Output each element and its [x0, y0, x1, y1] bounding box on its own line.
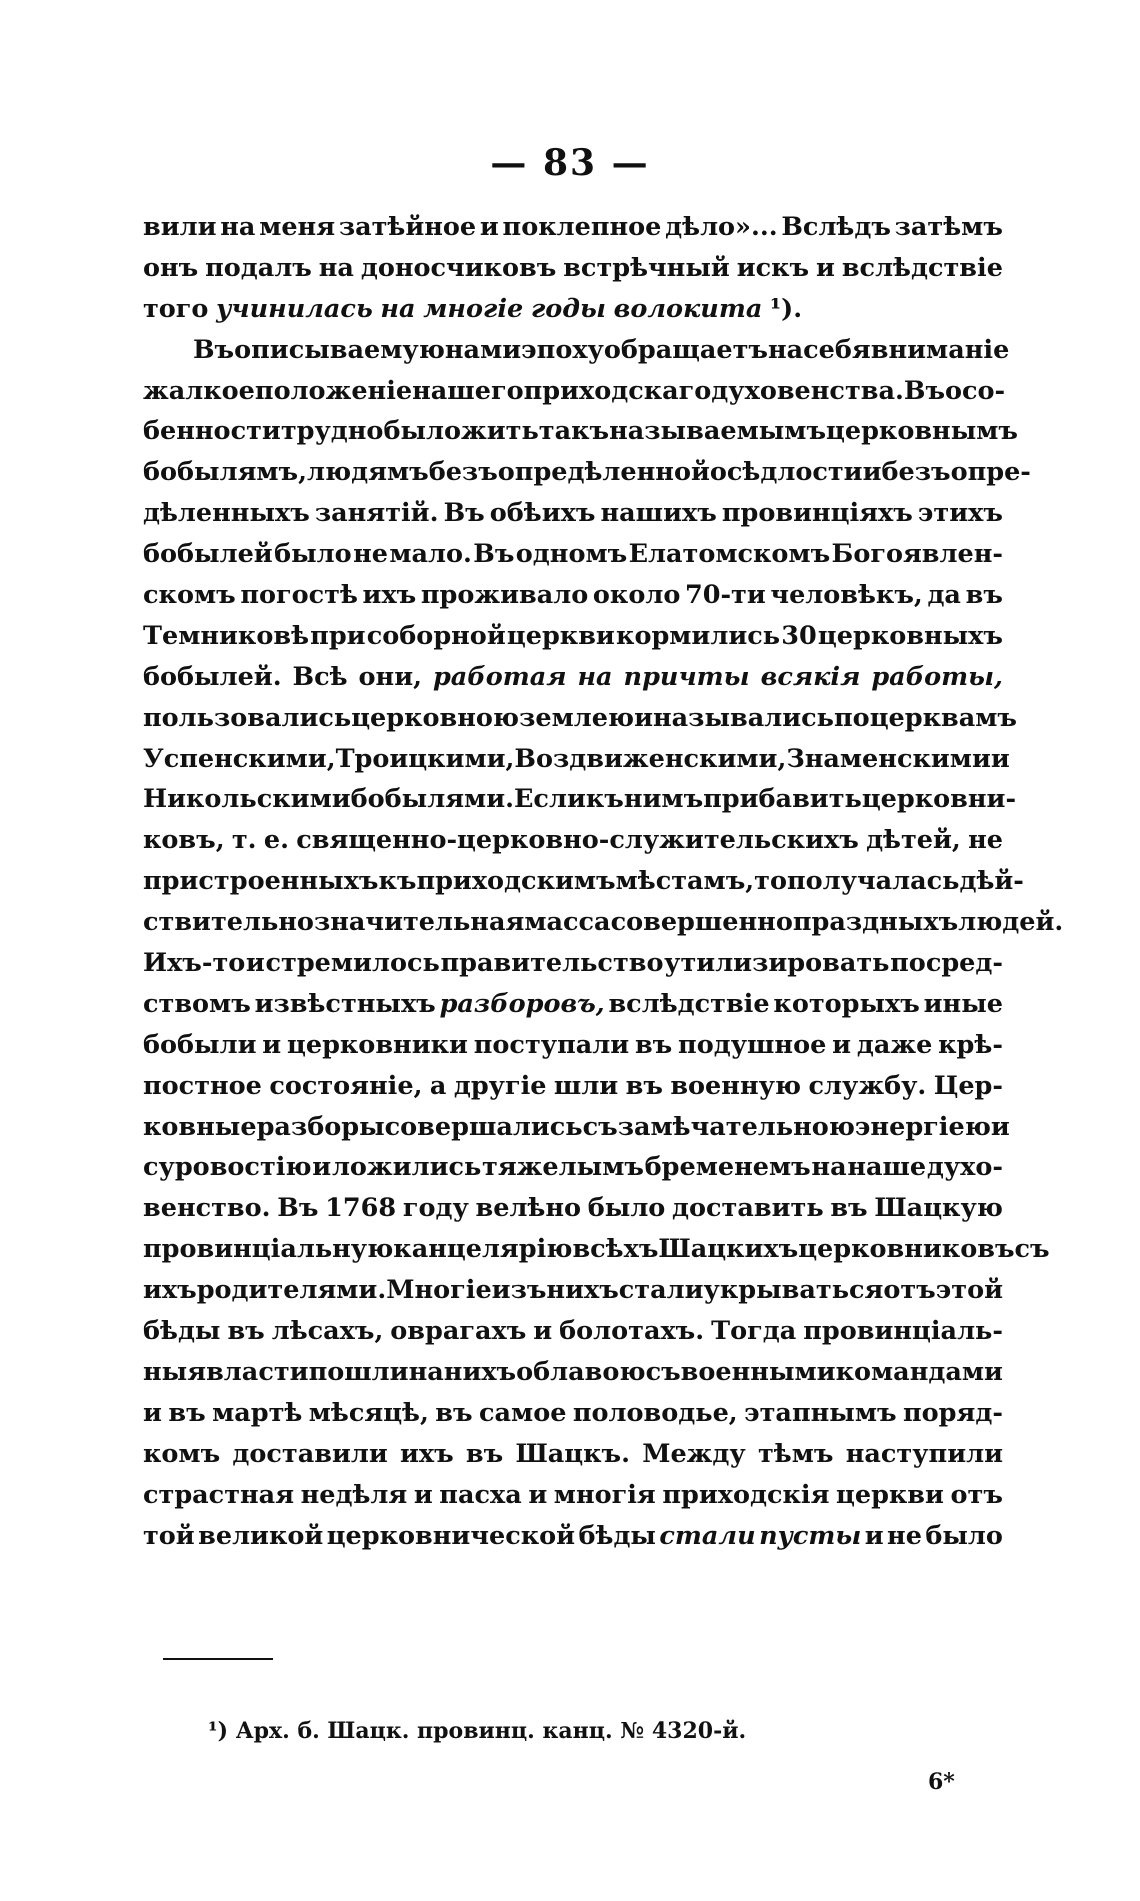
italic-word: всякія — [760, 661, 861, 692]
word: нихъ — [546, 1275, 619, 1306]
italic-word: работая — [432, 661, 567, 692]
word: нами — [444, 334, 522, 365]
word: Всѣ — [292, 661, 348, 692]
text-line — [143, 1434, 1003, 1475]
word: совершенно — [610, 907, 793, 938]
text-line — [143, 943, 1003, 984]
word: эпоху — [521, 334, 604, 365]
word: бобылей. — [143, 661, 282, 692]
word: въ — [465, 1438, 504, 1469]
word: при — [310, 620, 366, 651]
word: которыхъ — [773, 988, 920, 1019]
word: обѣихъ — [489, 498, 596, 529]
word: дѣленныхъ — [143, 498, 310, 529]
word: венство. — [143, 1193, 271, 1224]
word: въ — [227, 1316, 265, 1347]
word: Успенскими, — [143, 743, 336, 774]
word: Въ — [277, 1193, 319, 1224]
word: обращаетъ — [603, 334, 768, 365]
word: въ — [965, 580, 1003, 611]
word: стали — [618, 1275, 704, 1306]
word: священно-церковно-служительскихъ — [296, 825, 859, 856]
word: провинціаль- — [803, 1316, 1003, 1347]
word: церковники — [287, 1029, 468, 1060]
text-line — [143, 902, 1064, 943]
word: году — [402, 1193, 469, 1224]
word: Темниковѣ — [143, 620, 309, 651]
word: разборы — [256, 1111, 385, 1142]
word: и — [816, 252, 835, 283]
word: безъ — [881, 457, 951, 488]
word: и — [862, 457, 882, 488]
word: Между — [642, 1438, 746, 1469]
word: дѣтей, — [866, 825, 961, 856]
text-line — [143, 330, 1010, 371]
word: подалъ — [205, 252, 312, 283]
word: военными — [680, 1356, 836, 1387]
word: Въ — [193, 334, 235, 365]
word: въ — [168, 1397, 206, 1428]
word: половодье, — [572, 1397, 738, 1428]
text-line — [143, 1188, 1003, 1229]
word: власти — [206, 1356, 309, 1387]
word: было — [587, 1193, 666, 1224]
word: поклепное — [502, 212, 662, 242]
word: проживало — [420, 580, 589, 611]
word: праздныхъ — [792, 907, 959, 938]
word: съ — [645, 1356, 681, 1387]
word: иные — [923, 988, 1003, 1019]
word: называемымъ — [609, 416, 827, 447]
word: на — [318, 252, 354, 283]
word: на — [811, 1152, 847, 1183]
word: тѣмъ — [758, 1438, 834, 1469]
text-line — [143, 1311, 1003, 1352]
word: церкви — [836, 1479, 944, 1510]
italic-word: причты — [623, 661, 750, 692]
word: онъ — [143, 252, 199, 283]
word: многія — [553, 1479, 656, 1510]
word: даже — [856, 1029, 933, 1060]
word: церковнымъ — [826, 416, 1018, 447]
word: ствомъ — [143, 988, 251, 1019]
word: Въ — [443, 498, 485, 529]
footnote-separator — [163, 1658, 273, 1660]
word: было — [925, 1520, 1003, 1551]
text-line — [143, 698, 1017, 739]
word: Знаменскими — [786, 743, 991, 774]
italic-word: на — [577, 661, 613, 692]
word: мѣсяцѣ, — [308, 1397, 429, 1428]
text-line — [143, 657, 1003, 698]
text-line — [143, 207, 1003, 248]
word: скомъ — [143, 580, 236, 611]
word: Шацкъ. — [515, 1438, 630, 1469]
word: нихъ — [443, 1356, 517, 1387]
word: трудно — [280, 416, 384, 447]
text-line — [143, 1393, 1003, 1434]
word: извѣстныхъ — [254, 988, 436, 1019]
word: и — [990, 1111, 1010, 1142]
word: страстная — [143, 1479, 295, 1510]
word: пользовались — [143, 702, 352, 733]
word: этихъ — [917, 498, 1003, 529]
word: отъ — [950, 1479, 1003, 1510]
word: церковною — [351, 702, 520, 733]
text-line — [143, 534, 1003, 575]
word: мартѣ — [212, 1397, 303, 1428]
word: и — [479, 212, 499, 242]
page-number: — 83 — — [490, 142, 650, 184]
word: всѣхъ — [572, 1234, 659, 1265]
word: то — [754, 866, 787, 897]
word: масса — [524, 907, 611, 938]
italic-word: разборовъ, — [439, 988, 605, 1019]
word: значительная — [313, 907, 525, 938]
word: пристроенныхъ — [143, 866, 379, 897]
word: меня — [259, 212, 336, 242]
word: вслѣдствіе — [841, 252, 1003, 283]
word: затѣйное — [338, 212, 477, 242]
word: Троицкими, — [335, 743, 515, 774]
word: и — [245, 948, 265, 979]
word: около — [592, 580, 681, 611]
word: осо- — [945, 375, 1006, 406]
word: суровостію — [143, 1152, 312, 1183]
word: командами — [835, 1356, 1003, 1387]
word: жить — [461, 416, 539, 447]
word: церкви — [506, 620, 615, 651]
word: по — [834, 702, 870, 733]
word: затѣмъ — [894, 212, 1003, 242]
text-line — [143, 1025, 1003, 1066]
text-line — [143, 371, 1006, 412]
word: землею — [519, 702, 635, 733]
word: шли — [553, 1070, 619, 1101]
word: на — [220, 212, 256, 242]
word: мѣстамъ, — [615, 866, 755, 897]
word: положеніе — [254, 375, 413, 406]
word: поряд- — [903, 1397, 1003, 1428]
word: недѣля — [300, 1479, 408, 1510]
word: и — [990, 743, 1010, 774]
word: отъ — [883, 1275, 936, 1306]
italic-word: пусты — [759, 1520, 862, 1551]
word: канцелярію — [393, 1234, 573, 1265]
word: да — [927, 580, 961, 611]
word: Многіе — [386, 1275, 492, 1306]
word: ихъ — [362, 580, 417, 611]
text-line — [143, 1475, 1003, 1516]
word: они, — [358, 661, 422, 692]
word: не — [887, 1520, 922, 1551]
word: этапнымъ — [744, 1397, 897, 1428]
text-line — [143, 739, 1010, 780]
word: и — [634, 702, 653, 733]
word: бобылямъ, — [143, 457, 307, 488]
word: самое — [479, 1397, 567, 1428]
word: подушное — [678, 1029, 827, 1060]
word: съ — [582, 1111, 618, 1142]
italic-word: учинилась — [216, 293, 373, 324]
word: людей. — [958, 907, 1064, 938]
word: бѣды — [143, 1316, 221, 1347]
word: лѣсахъ, — [271, 1316, 384, 1347]
word: встрѣчный — [563, 252, 730, 283]
word: ложились — [331, 1152, 482, 1183]
text-line — [143, 984, 1003, 1025]
word: въ — [625, 1070, 663, 1101]
word: Никольскими — [143, 784, 351, 815]
word: дѣй- — [959, 866, 1024, 897]
word: людямъ — [307, 457, 429, 488]
word: провинціяхъ — [721, 498, 913, 529]
word: себя — [803, 334, 871, 365]
word: не — [353, 539, 388, 570]
word: тяжелымъ — [482, 1152, 644, 1183]
word: пасха — [439, 1479, 522, 1510]
word: духо- — [926, 1152, 1003, 1183]
word: доставили — [232, 1438, 388, 1469]
text-line — [143, 452, 1031, 493]
italic-word: многіе — [423, 293, 524, 324]
text-line — [143, 1516, 1003, 1557]
word: 70-ти — [684, 580, 766, 611]
text-line — [143, 1229, 1050, 1270]
text-line — [143, 1107, 1010, 1148]
word: въ — [634, 1029, 673, 1060]
word: Тогда — [711, 1316, 797, 1347]
word: бобылей — [143, 539, 273, 570]
word: т. — [231, 825, 257, 856]
word: на — [408, 1356, 444, 1387]
italic-word: на — [380, 293, 416, 324]
word: въ — [435, 1397, 473, 1428]
word: доставить — [672, 1193, 824, 1224]
word: на — [767, 334, 804, 365]
word: изъ — [491, 1275, 547, 1306]
word: и — [413, 1479, 433, 1510]
word: и — [262, 1029, 282, 1060]
italic-word: стали — [659, 1520, 756, 1551]
word: было — [383, 416, 461, 447]
italic-word: годы — [530, 293, 606, 324]
word: и — [312, 1152, 332, 1183]
word: Богоявлен- — [831, 539, 1003, 570]
text-line — [143, 1147, 1003, 1188]
word: Цер- — [933, 1070, 1003, 1101]
text-line — [143, 248, 1003, 289]
word: стремилось — [265, 948, 440, 979]
word: безъ — [428, 457, 498, 488]
word: крѣ- — [938, 1029, 1003, 1060]
word: бобыли — [143, 1029, 257, 1060]
word: ¹). — [769, 293, 803, 324]
word: бенности — [143, 416, 281, 447]
word: Воздвиженскими, — [514, 743, 787, 774]
word: человѣкъ, — [770, 580, 923, 611]
word: духовенства. — [711, 375, 904, 406]
word: комъ — [143, 1438, 221, 1469]
word: укрываться — [703, 1275, 884, 1306]
text-line — [143, 861, 1024, 902]
word: приходскаго — [523, 375, 712, 406]
word: приходскія — [662, 1479, 830, 1510]
main-text — [143, 207, 1064, 1556]
word: мало. — [389, 539, 472, 570]
word: приходскимъ — [416, 866, 616, 897]
word: службу. — [808, 1070, 927, 1101]
word: Шацкую — [874, 1193, 1003, 1224]
word: церковниковъ — [798, 1234, 1015, 1265]
word: пошли — [308, 1356, 409, 1387]
word: нашихъ — [600, 498, 717, 529]
word: болотахъ. — [559, 1316, 705, 1347]
word: совершались — [384, 1111, 583, 1142]
word: бременемъ — [644, 1152, 811, 1183]
word: вили — [143, 212, 217, 242]
word: состояніе, — [269, 1070, 423, 1101]
word: жалкое — [143, 375, 255, 406]
word: опредѣленной — [497, 457, 710, 488]
word: къ — [585, 784, 624, 815]
word: и — [832, 1029, 852, 1060]
word: Въ — [903, 375, 946, 406]
word: церквамъ — [869, 702, 1017, 733]
word: 1768 — [325, 1193, 397, 1224]
word: церковнической — [326, 1520, 576, 1551]
word: ковъ, — [143, 825, 225, 856]
word: доносчиковъ — [360, 252, 557, 283]
word: замѣчательною — [617, 1111, 855, 1142]
word: одномъ — [515, 539, 628, 570]
word: энергіею — [854, 1111, 991, 1142]
signature-mark: 6* — [928, 1769, 955, 1795]
word: дѣло»... — [665, 212, 778, 242]
word: нашего — [412, 375, 524, 406]
word: получалась — [786, 866, 960, 897]
word: искъ — [736, 252, 810, 283]
word: церковныхъ — [817, 620, 1003, 651]
word: и — [143, 1397, 162, 1428]
word: ихъ — [400, 1438, 454, 1469]
text-line — [143, 411, 1018, 452]
word: наше — [847, 1152, 927, 1183]
word: е. — [263, 825, 289, 856]
word: прибавить — [703, 784, 862, 815]
word: Въ — [473, 539, 515, 570]
word: велѣно — [475, 1193, 582, 1224]
text-line — [143, 575, 1003, 616]
text-line — [143, 493, 1003, 534]
word: этой — [935, 1275, 1003, 1306]
word: назывались — [653, 702, 834, 733]
word: бѣды — [578, 1520, 656, 1551]
word: военную — [670, 1070, 802, 1101]
word: Ихъ-то — [143, 948, 246, 979]
word: облавою — [516, 1356, 646, 1387]
word: Елатомскомъ — [628, 539, 831, 570]
word: посред- — [890, 948, 1003, 979]
word: великой — [198, 1520, 324, 1551]
word: оврагахъ — [390, 1316, 527, 1347]
text-line — [143, 616, 1003, 657]
word: а — [429, 1070, 447, 1101]
word: правительство — [440, 948, 664, 979]
word: ковные — [143, 1111, 257, 1142]
word: утилизировать — [664, 948, 890, 979]
word: погостѣ — [240, 580, 358, 611]
word: ствительно — [143, 907, 314, 938]
word: и — [528, 1479, 548, 1510]
italic-word: волокита — [613, 293, 763, 324]
word: и — [533, 1316, 553, 1347]
word: постное — [143, 1070, 262, 1101]
word: ныя — [143, 1356, 207, 1387]
word: 30 — [781, 620, 817, 651]
word: вслѣдствіе — [608, 988, 770, 1019]
word: провинціальную — [143, 1234, 394, 1265]
word: Шацкихъ — [658, 1234, 799, 1265]
word: Вслѣдъ — [781, 212, 891, 242]
word: Если — [514, 784, 586, 815]
word: было — [274, 539, 352, 570]
word: осѣдлости — [709, 457, 863, 488]
word: наступили — [845, 1438, 1003, 1469]
word: занятій. — [314, 498, 439, 529]
word: вниманіе — [870, 334, 1010, 365]
text-line — [143, 1270, 1003, 1311]
word: такъ — [538, 416, 610, 447]
text-line — [143, 1066, 1003, 1107]
word: и — [864, 1520, 884, 1551]
word: бобылями. — [350, 784, 514, 815]
word: ихъ — [143, 1275, 197, 1306]
word: не — [968, 825, 1003, 856]
footnote: ¹) Арх. б. Шацк. провинц. канц. № 4320-й. — [208, 1718, 747, 1744]
word: соборной — [366, 620, 506, 651]
word: нимъ — [623, 784, 704, 815]
word: поступали — [473, 1029, 630, 1060]
text-line — [143, 779, 1017, 820]
word: въ — [830, 1193, 868, 1224]
word: кормились — [616, 620, 781, 651]
word: опре- — [950, 457, 1031, 488]
word: съ — [1014, 1234, 1050, 1265]
word: того — [143, 293, 209, 324]
text-line — [143, 820, 1003, 861]
italic-word: работы, — [871, 661, 1003, 692]
word: той — [143, 1520, 195, 1551]
text-line — [143, 289, 1003, 330]
word: другіе — [453, 1070, 547, 1101]
word: церковни- — [861, 784, 1017, 815]
word: родителями. — [196, 1275, 387, 1306]
text-line — [143, 1352, 1003, 1393]
word: описываемую — [234, 334, 445, 365]
word: къ — [378, 866, 417, 897]
